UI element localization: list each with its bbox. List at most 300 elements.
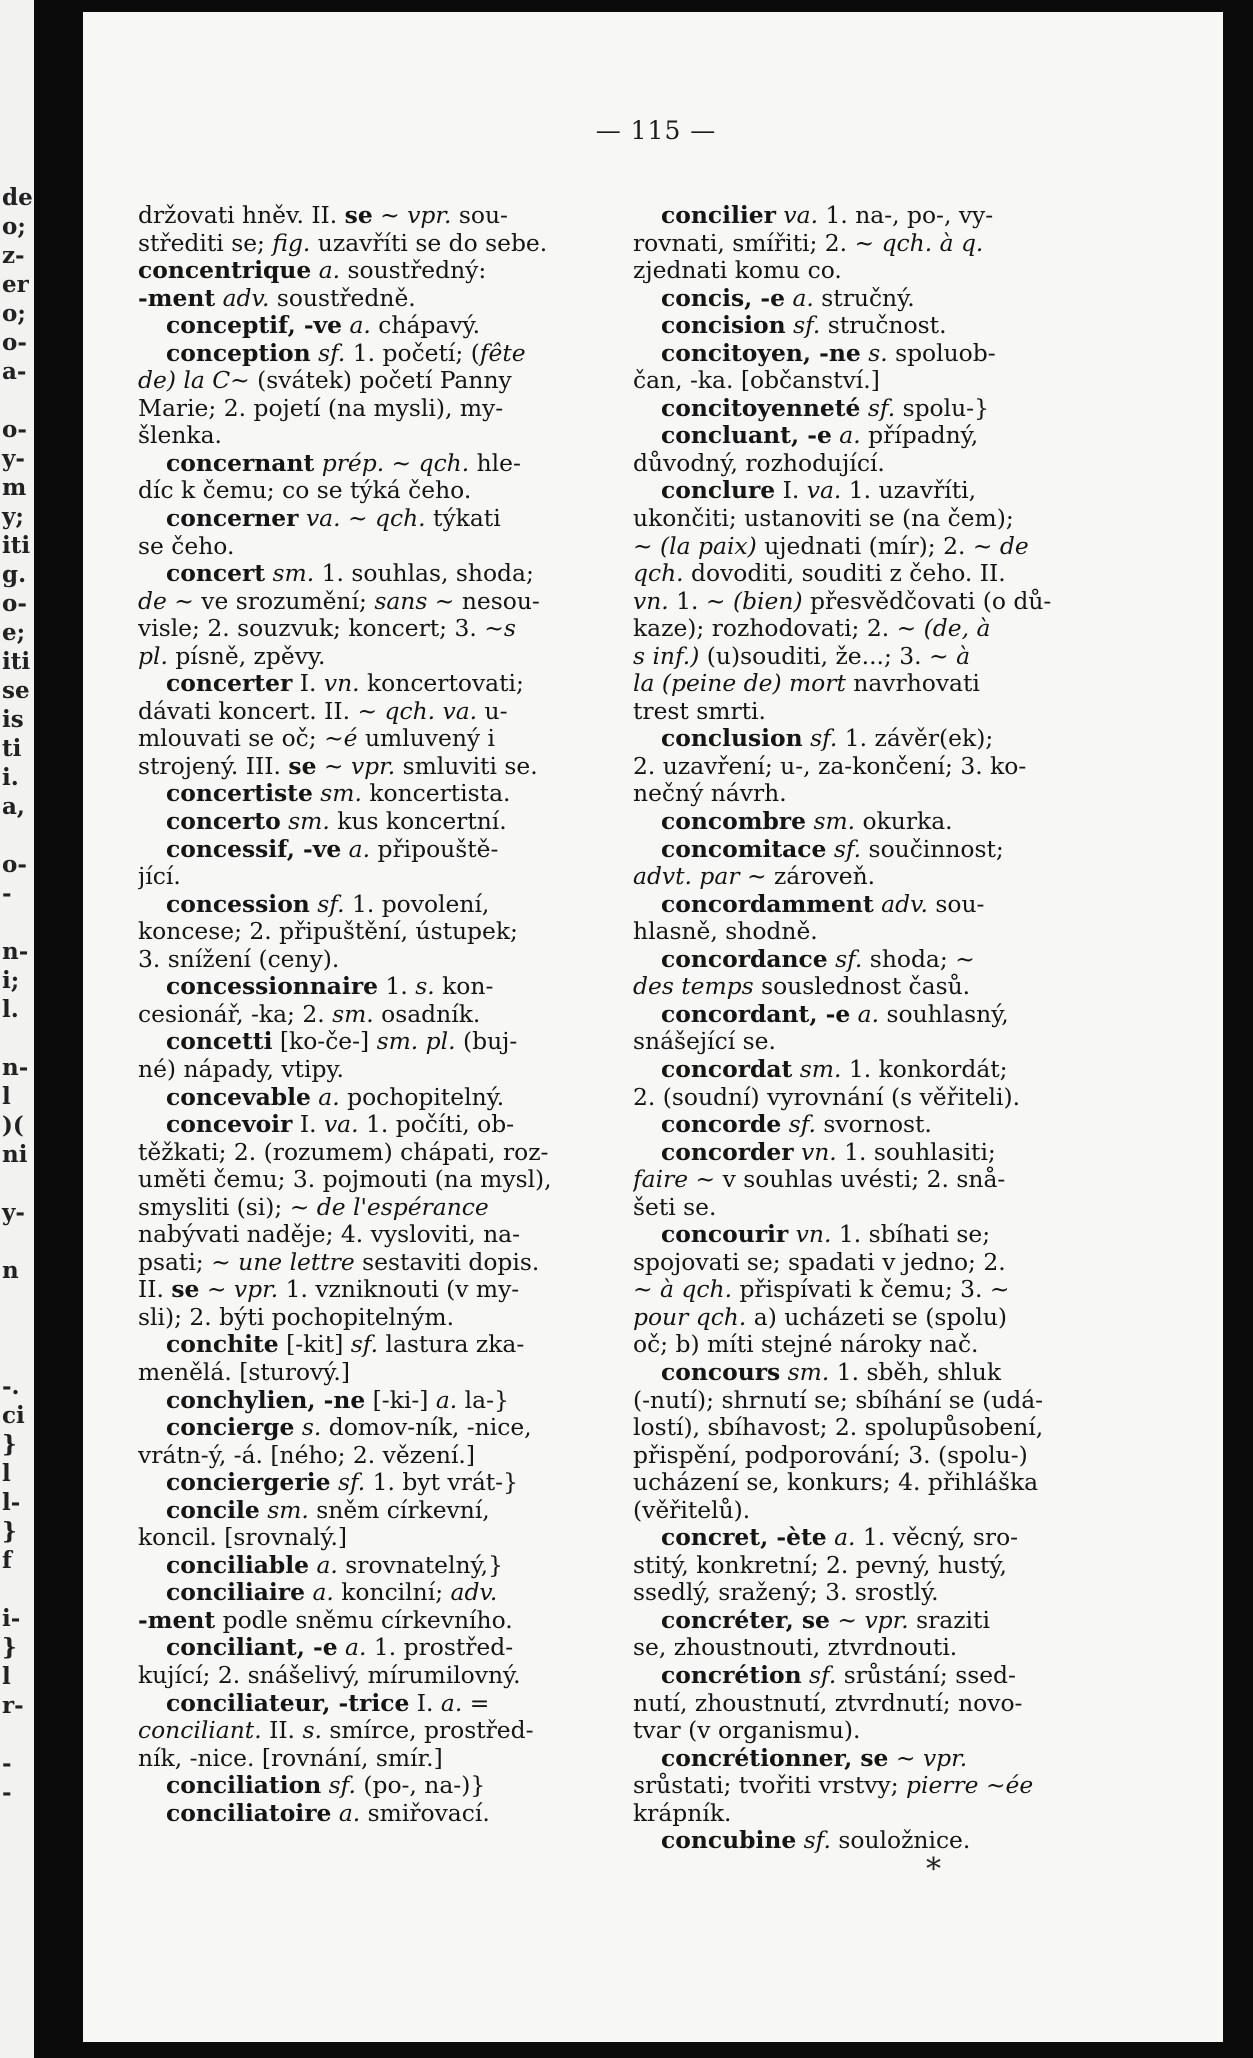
grammar-label: advt. par (633, 863, 740, 891)
grammar-label: sf. (318, 339, 346, 367)
entry-line (138, 1139, 658, 1167)
entry-line (633, 1084, 1188, 1112)
entry-line (138, 1387, 658, 1415)
definition-text: (věřitelů). (633, 1496, 751, 1524)
definition-text: přispění, podporování; 3. (spolu-) (633, 1441, 1028, 1469)
definition-text: 1. závěr(ek); (837, 725, 994, 753)
entry-line (138, 1194, 658, 1222)
definition-text: (po-, na-)} (355, 1772, 486, 1800)
headword: conciliant, -e (166, 1634, 338, 1662)
definition-text: sou- (927, 890, 985, 918)
grammar-label: sf. (810, 725, 838, 753)
definition-text: ssedlý, sražený; 3. srostlý. (633, 1579, 939, 1607)
definition-text: šeti se. (633, 1193, 717, 1221)
definition-text (803, 725, 810, 752)
entry-line (633, 1717, 1188, 1745)
right-column (633, 202, 1188, 1855)
entry-line (138, 1331, 658, 1359)
entry-line (633, 863, 1188, 891)
headword: concorde (661, 1111, 782, 1139)
margin-fragment: m (2, 474, 27, 501)
headword: concours (661, 1358, 781, 1386)
margin-fragment: o- (2, 851, 27, 878)
definition-text: smiřovací. (360, 1799, 490, 1827)
entry-line (633, 1304, 1188, 1332)
headword: concert (166, 560, 266, 588)
margin-fragment: de (2, 184, 33, 211)
definition-text (294, 1414, 301, 1441)
entry-line (633, 1662, 1188, 1690)
entry-line (633, 1745, 1188, 1773)
entry-line (138, 1001, 658, 1029)
entry-line (138, 946, 658, 974)
headword: concret, -ète (661, 1524, 827, 1552)
headword: concrétion (661, 1661, 802, 1689)
definition-text: trest smrti. (633, 697, 766, 725)
definition-text (435, 698, 442, 725)
definition-text: 1. konkordát; (841, 1055, 1008, 1083)
entry-line (633, 312, 1188, 340)
definition-text (338, 1634, 345, 1661)
definition-text: podle sněmu církevního. (215, 1606, 513, 1634)
definition-text: kující; 2. snášelivý, mírumilovný. (138, 1661, 521, 1689)
definition-text: 1. vzniknouti (v my- (278, 1276, 520, 1304)
grammar-label: des temps (633, 973, 754, 1001)
margin-fragment: } (2, 1634, 17, 1661)
dictionary-page (83, 12, 1223, 2042)
entry-line (138, 780, 658, 808)
definition-text: šlenka. (138, 422, 222, 450)
headword: concitoyen, -ne (661, 339, 861, 367)
definition-text: stitý, konkretní; 2. pevný, hustý, (633, 1551, 1007, 1579)
definition-text (215, 285, 222, 312)
entry-line (633, 285, 1188, 313)
entry-line (138, 1442, 658, 1470)
definition-text: dovoditi, souditi z čeho. II. (683, 560, 1006, 588)
definition-text: ~ zároveň. (739, 863, 876, 891)
headword: conciliation (166, 1772, 322, 1800)
definition-text: koncertovati; (359, 670, 524, 698)
definition-text (331, 1469, 338, 1496)
grammar-label: qch. (375, 505, 426, 533)
definition-text (794, 1139, 801, 1166)
definition-text: 1. byt vrát-} (365, 1469, 518, 1497)
definition-text: dávati koncert. II. ~ (138, 697, 385, 725)
definition-text: osadník. (373, 1000, 481, 1028)
definition-text: koncese; 2. připuštění, ústupek; (138, 918, 518, 946)
definition-text: koncil. [srovnalý.] (138, 1524, 348, 1552)
grammar-label: a. (435, 1386, 458, 1414)
definition-text: ~ (888, 1744, 923, 1772)
headword: concilier (661, 202, 776, 229)
entry-line (138, 1497, 658, 1525)
margin-fragment: l. (2, 996, 19, 1023)
entry-line (633, 533, 1188, 561)
grammar-label: sm. (320, 780, 362, 808)
definition-text: souslednost časů. (753, 973, 971, 1001)
entry-line (138, 1552, 658, 1580)
definition-text: držovati hněv. II. (138, 202, 345, 229)
definition-text: (svátek) početí Panny (249, 367, 512, 395)
definition-text: I. (409, 1689, 441, 1717)
definition-text: kus koncertní. (329, 808, 507, 836)
grammar-label: adv. (881, 890, 928, 918)
grammar-label: vpr. (350, 752, 396, 780)
definition-text: sli); 2. býti pochopitelným. (138, 1303, 455, 1331)
entry-line (633, 891, 1188, 919)
headword: se (288, 752, 317, 780)
entry-line (138, 505, 658, 533)
entry-line (138, 1084, 658, 1112)
headword: concis, -e (661, 284, 786, 312)
grammar-label: à (956, 642, 971, 670)
entry-line (138, 340, 658, 368)
page-number: — 115 — (595, 116, 717, 145)
entry-line (633, 753, 1188, 781)
definition-text: hle- (469, 449, 521, 477)
grammar-label: ~s (484, 615, 516, 643)
grammar-label: vn. (795, 1221, 832, 1249)
entry-line (138, 808, 658, 836)
entry-line (138, 1359, 658, 1387)
headword: concessif, -ve (166, 835, 342, 863)
grammar-label: sm. (787, 1358, 830, 1386)
definition-text: ~ (316, 752, 351, 780)
grammar-label: a. (318, 257, 341, 285)
headword: -ment (138, 284, 216, 312)
entry-line (633, 1056, 1188, 1084)
definition-text (311, 257, 318, 284)
entry-line (633, 1359, 1188, 1387)
definition-text (321, 1772, 328, 1799)
entry-line (633, 477, 1188, 505)
entry-line (138, 1469, 658, 1497)
definition-text: ~ (384, 449, 419, 477)
definition-text: né) nápady, vtipy. (138, 1055, 344, 1083)
definition-text: případný, (860, 422, 979, 450)
definition-text: díc k čemu; co se týká čeho. (138, 477, 472, 505)
definition-text: součinnost; (861, 835, 1004, 863)
grammar-label: a. (792, 284, 814, 312)
entry-line (138, 1717, 658, 1745)
entry-line (633, 1634, 1188, 1662)
definition-text: přesvědčovati (o dů- (802, 587, 1052, 615)
definition-text: uměti čemu; 3. pojmouti (na mysl), (138, 1166, 552, 1194)
asterisk-mark: * (926, 1852, 941, 1887)
definition-text: I. (292, 670, 324, 698)
grammar-label: vn. (323, 670, 360, 698)
definition-text: II. (138, 1276, 172, 1304)
definition-text: smírce, prostřed- (321, 1717, 534, 1745)
headword: conceptif, -ve (166, 312, 343, 340)
definition-text: la-} (457, 1386, 509, 1414)
headword: concordance (661, 945, 828, 973)
grammar-label: vpr. (233, 1276, 279, 1304)
definition-text: strojený. III. (138, 752, 289, 780)
headword: se (344, 202, 373, 229)
definition-text: domov-ník, -nice, (321, 1414, 532, 1442)
entry-line (138, 973, 658, 1001)
entry-line (138, 1056, 658, 1084)
margin-fragment: y; (2, 503, 24, 530)
grammar-label: sf. (788, 1111, 816, 1139)
definition-text: týkati (425, 505, 501, 533)
grammar-label: sm. (332, 1000, 374, 1028)
entry-line (138, 1166, 658, 1194)
definition-text (850, 1001, 857, 1028)
grammar-label: adv. (222, 284, 270, 312)
definition-text: ucházení se, konkurs; 4. přihláška (633, 1469, 1039, 1497)
grammar-label: (de, à (923, 615, 991, 643)
definition-text: 2. (soudní) vyrovnání (s věřiteli). (633, 1083, 1021, 1111)
definition-text: sestaviti dopis. (354, 1248, 540, 1276)
grammar-label: prép. (321, 449, 385, 477)
grammar-label: vn. (633, 587, 669, 615)
definition-text (827, 1524, 834, 1551)
definition-text: ujednati (mír); 2. ~ (756, 532, 1000, 560)
definition-text: spojovati se; spadati v jedno; 2. (633, 1248, 1006, 1276)
definition-text (265, 560, 272, 587)
definition-text: visle; 2. souzvuk; koncert; 3. (138, 615, 485, 643)
headword: concluant, -e (661, 422, 832, 450)
grammar-label: sf. (809, 1661, 837, 1689)
margin-fragment: a- (2, 358, 27, 385)
entry-line (633, 643, 1188, 671)
entry-line (138, 1276, 661, 1304)
headword: conchylien, -ne (166, 1386, 366, 1414)
definition-text: lastura zka- (378, 1331, 525, 1359)
definition-text: stručnost. (820, 312, 947, 340)
margin-fragment: ni (2, 1141, 28, 1168)
definition-text: chápavý. (370, 312, 481, 340)
definition-text: 1. počíti, ob- (358, 1111, 515, 1139)
headword: conciliateur, -trice (166, 1689, 410, 1717)
definition-text: stručný. (813, 284, 915, 312)
entry-line (633, 202, 1188, 230)
entry-line (138, 1221, 658, 1249)
definition-text: uzavříti se do sebe. (310, 229, 548, 257)
definition-text: ukončiti; ustanoviti se (na čem); (633, 505, 1014, 533)
entry-line (138, 891, 658, 919)
definition-text: tvar (v organismu). (633, 1717, 861, 1745)
margin-fragment: e; (2, 619, 26, 646)
entry-line (633, 973, 1188, 1001)
grammar-label: sans ~ (374, 587, 455, 615)
definition-text: čan, -ka. [občanství.] (633, 367, 880, 395)
grammar-label: sf. (337, 1469, 366, 1497)
margin-fragment: y- (2, 1199, 25, 1226)
margin-fragment: - (2, 1779, 12, 1806)
definition-text: okurka. (855, 808, 953, 836)
definition-text: se čeho. (138, 532, 235, 560)
grammar-label: va. (305, 505, 341, 533)
headword: concitoyenneté (661, 394, 861, 422)
definition-text: hlasně, shodně. (633, 918, 818, 946)
definition-text: spolu-} (895, 394, 989, 422)
grammar-label: sf. (867, 394, 896, 422)
definition-text: psati; ~ (138, 1248, 239, 1276)
definition-text: ~ (199, 1276, 234, 1304)
definition-text: kaze); rozhodovati; 2. ~ (633, 615, 924, 643)
definition-text: soustředně. (269, 284, 416, 312)
definition-text: smysliti (si); ~ (138, 1193, 317, 1221)
grammar-label: va. (783, 202, 819, 229)
grammar-label: va. (806, 477, 842, 505)
definition-text: mlouvati se oč; (138, 725, 325, 753)
entry-line (138, 450, 658, 478)
definition-text: 1. ~ (668, 587, 733, 615)
entry-line (633, 1469, 1188, 1497)
grammar-label: sm. (813, 808, 856, 836)
margin-fragment: ci (2, 1402, 25, 1429)
margin-fragment: r- (2, 1692, 24, 1719)
grammar-label: a. (834, 1524, 856, 1552)
entry-line (633, 367, 1188, 395)
grammar-label: sm. (272, 560, 315, 588)
grammar-label: sf. (350, 1331, 379, 1359)
headword: concile (166, 1496, 260, 1524)
entry-line (633, 780, 1188, 808)
grammar-label: a. (316, 1551, 338, 1579)
margin-fragment: se (2, 677, 30, 704)
definition-text (299, 505, 306, 532)
entry-line (633, 808, 1188, 836)
entry-line (633, 1276, 1188, 1304)
entry-line (633, 1800, 1188, 1828)
definition-text: krápník. (633, 1799, 732, 1827)
definition-text (802, 1662, 809, 1689)
headword: concordamment (661, 890, 874, 918)
margin-fragment: f (2, 1547, 12, 1574)
entry-line (633, 1552, 1188, 1580)
margin-fragment: l (2, 1083, 11, 1110)
entry-line (138, 477, 658, 505)
headword: conciliatoire (166, 1799, 332, 1827)
grammar-label: ~é (324, 725, 358, 753)
grammar-label: pierre ~ée (906, 1772, 1034, 1800)
grammar-label: vpr. (922, 1744, 968, 1772)
margin-fragment: ti (2, 735, 22, 762)
entry-line (138, 753, 658, 781)
definition-text (796, 1827, 803, 1854)
grammar-label: a. (318, 1083, 340, 1111)
headword: concierge (166, 1414, 295, 1442)
definition-text (828, 946, 835, 973)
entry-line (138, 836, 658, 864)
entry-line (633, 1524, 1188, 1552)
margin-fragment: } (2, 1431, 17, 1458)
grammar-label: sf. (835, 945, 863, 973)
margin-fragment: o- (2, 416, 27, 443)
definition-text: srovnatelný,} (337, 1551, 503, 1579)
headword: conclusion (661, 725, 803, 753)
grammar-label: vpr. (864, 1606, 909, 1634)
definition-text: 1. věcný, sro- (855, 1524, 1019, 1552)
margin-fragment: is (2, 706, 24, 733)
headword: concordat (661, 1055, 793, 1083)
grammar-label: pour qch. (633, 1303, 747, 1331)
grammar-label: qch. à q. (881, 229, 984, 257)
definition-text: ~ (829, 1606, 865, 1634)
headword: concourir (661, 1221, 789, 1249)
entry-line (138, 918, 658, 946)
grammar-label: a. (338, 1799, 361, 1827)
grammar-label: a. (345, 1634, 367, 1662)
definition-text: [ko-če-] (272, 1028, 377, 1056)
definition-text: 1. sbíhati se; (831, 1221, 991, 1249)
entry-line (138, 202, 658, 230)
definition-text: navrhovati (845, 670, 980, 698)
definition-text: vrátn-ý, -á. [ného; 2. vězení.] (138, 1441, 475, 1469)
entry-line (138, 725, 658, 753)
grammar-label: sm. (267, 1496, 309, 1524)
definition-text: 1. sběh, shluk (829, 1358, 1001, 1386)
entry-line (138, 1304, 658, 1332)
entry-line (138, 285, 658, 313)
entry-line (138, 230, 658, 258)
entry-line (633, 1690, 1188, 1718)
entry-line (633, 395, 1188, 423)
entry-line (633, 505, 1188, 533)
definition-text: 1. uzavříti, (841, 477, 977, 505)
headword: concubine (661, 1827, 797, 1855)
margin-fragment: o; (2, 300, 26, 327)
entry-line (633, 670, 1188, 698)
definition-text: soustředný: (340, 257, 487, 285)
margin-fragment: l- (2, 1489, 21, 1516)
definition-text: ~ (372, 202, 408, 229)
definition-text: ve srozumění; (193, 587, 375, 615)
entry-line (138, 1800, 658, 1828)
grammar-label: pl. (138, 642, 168, 670)
entry-line (138, 615, 658, 643)
entry-line (138, 560, 658, 588)
entry-line (633, 340, 1188, 368)
definition-text (341, 836, 348, 863)
entry-line (138, 1690, 658, 1718)
definition-text: 1. na-, po-, vy- (818, 202, 994, 229)
margin-fragment: )( (2, 1112, 24, 1139)
definition-text: 1. prostřed- (366, 1634, 514, 1662)
definition-text: 3. snížení (ceny). (138, 945, 340, 973)
grammar-label: qch. (384, 697, 436, 725)
definition-text: souhlasný, (879, 1000, 1009, 1028)
definition-text: ník, -nice. [rovnání, smír.] (138, 1744, 443, 1772)
entry-line (138, 1028, 658, 1056)
entry-line (138, 1607, 658, 1635)
entry-line (138, 1249, 658, 1277)
definition-text (792, 1056, 799, 1083)
headword: conchite (166, 1331, 279, 1359)
entry-line (633, 1139, 1188, 1167)
grammar-label: fig. (272, 229, 311, 257)
grammar-label: s inf.) (633, 642, 700, 670)
margin-fragment: er (2, 271, 29, 298)
entry-line (138, 257, 658, 285)
headword: concertiste (166, 780, 313, 808)
grammar-label: s. (415, 973, 435, 1001)
entry-line (633, 1442, 1188, 1470)
definition-text: ~ (633, 1276, 661, 1304)
grammar-label: à qch. (660, 1276, 733, 1304)
entry-line (633, 1497, 1188, 1525)
margin-fragment: o; (2, 213, 26, 240)
definition-text (314, 450, 321, 477)
entry-line (633, 1111, 1188, 1139)
definition-text: přispívati k čemu; 3. ~ (732, 1276, 1010, 1304)
margin-fragment: i. (2, 764, 19, 791)
definition-text: rovnati, smířiti; 2. ~ (633, 229, 882, 257)
